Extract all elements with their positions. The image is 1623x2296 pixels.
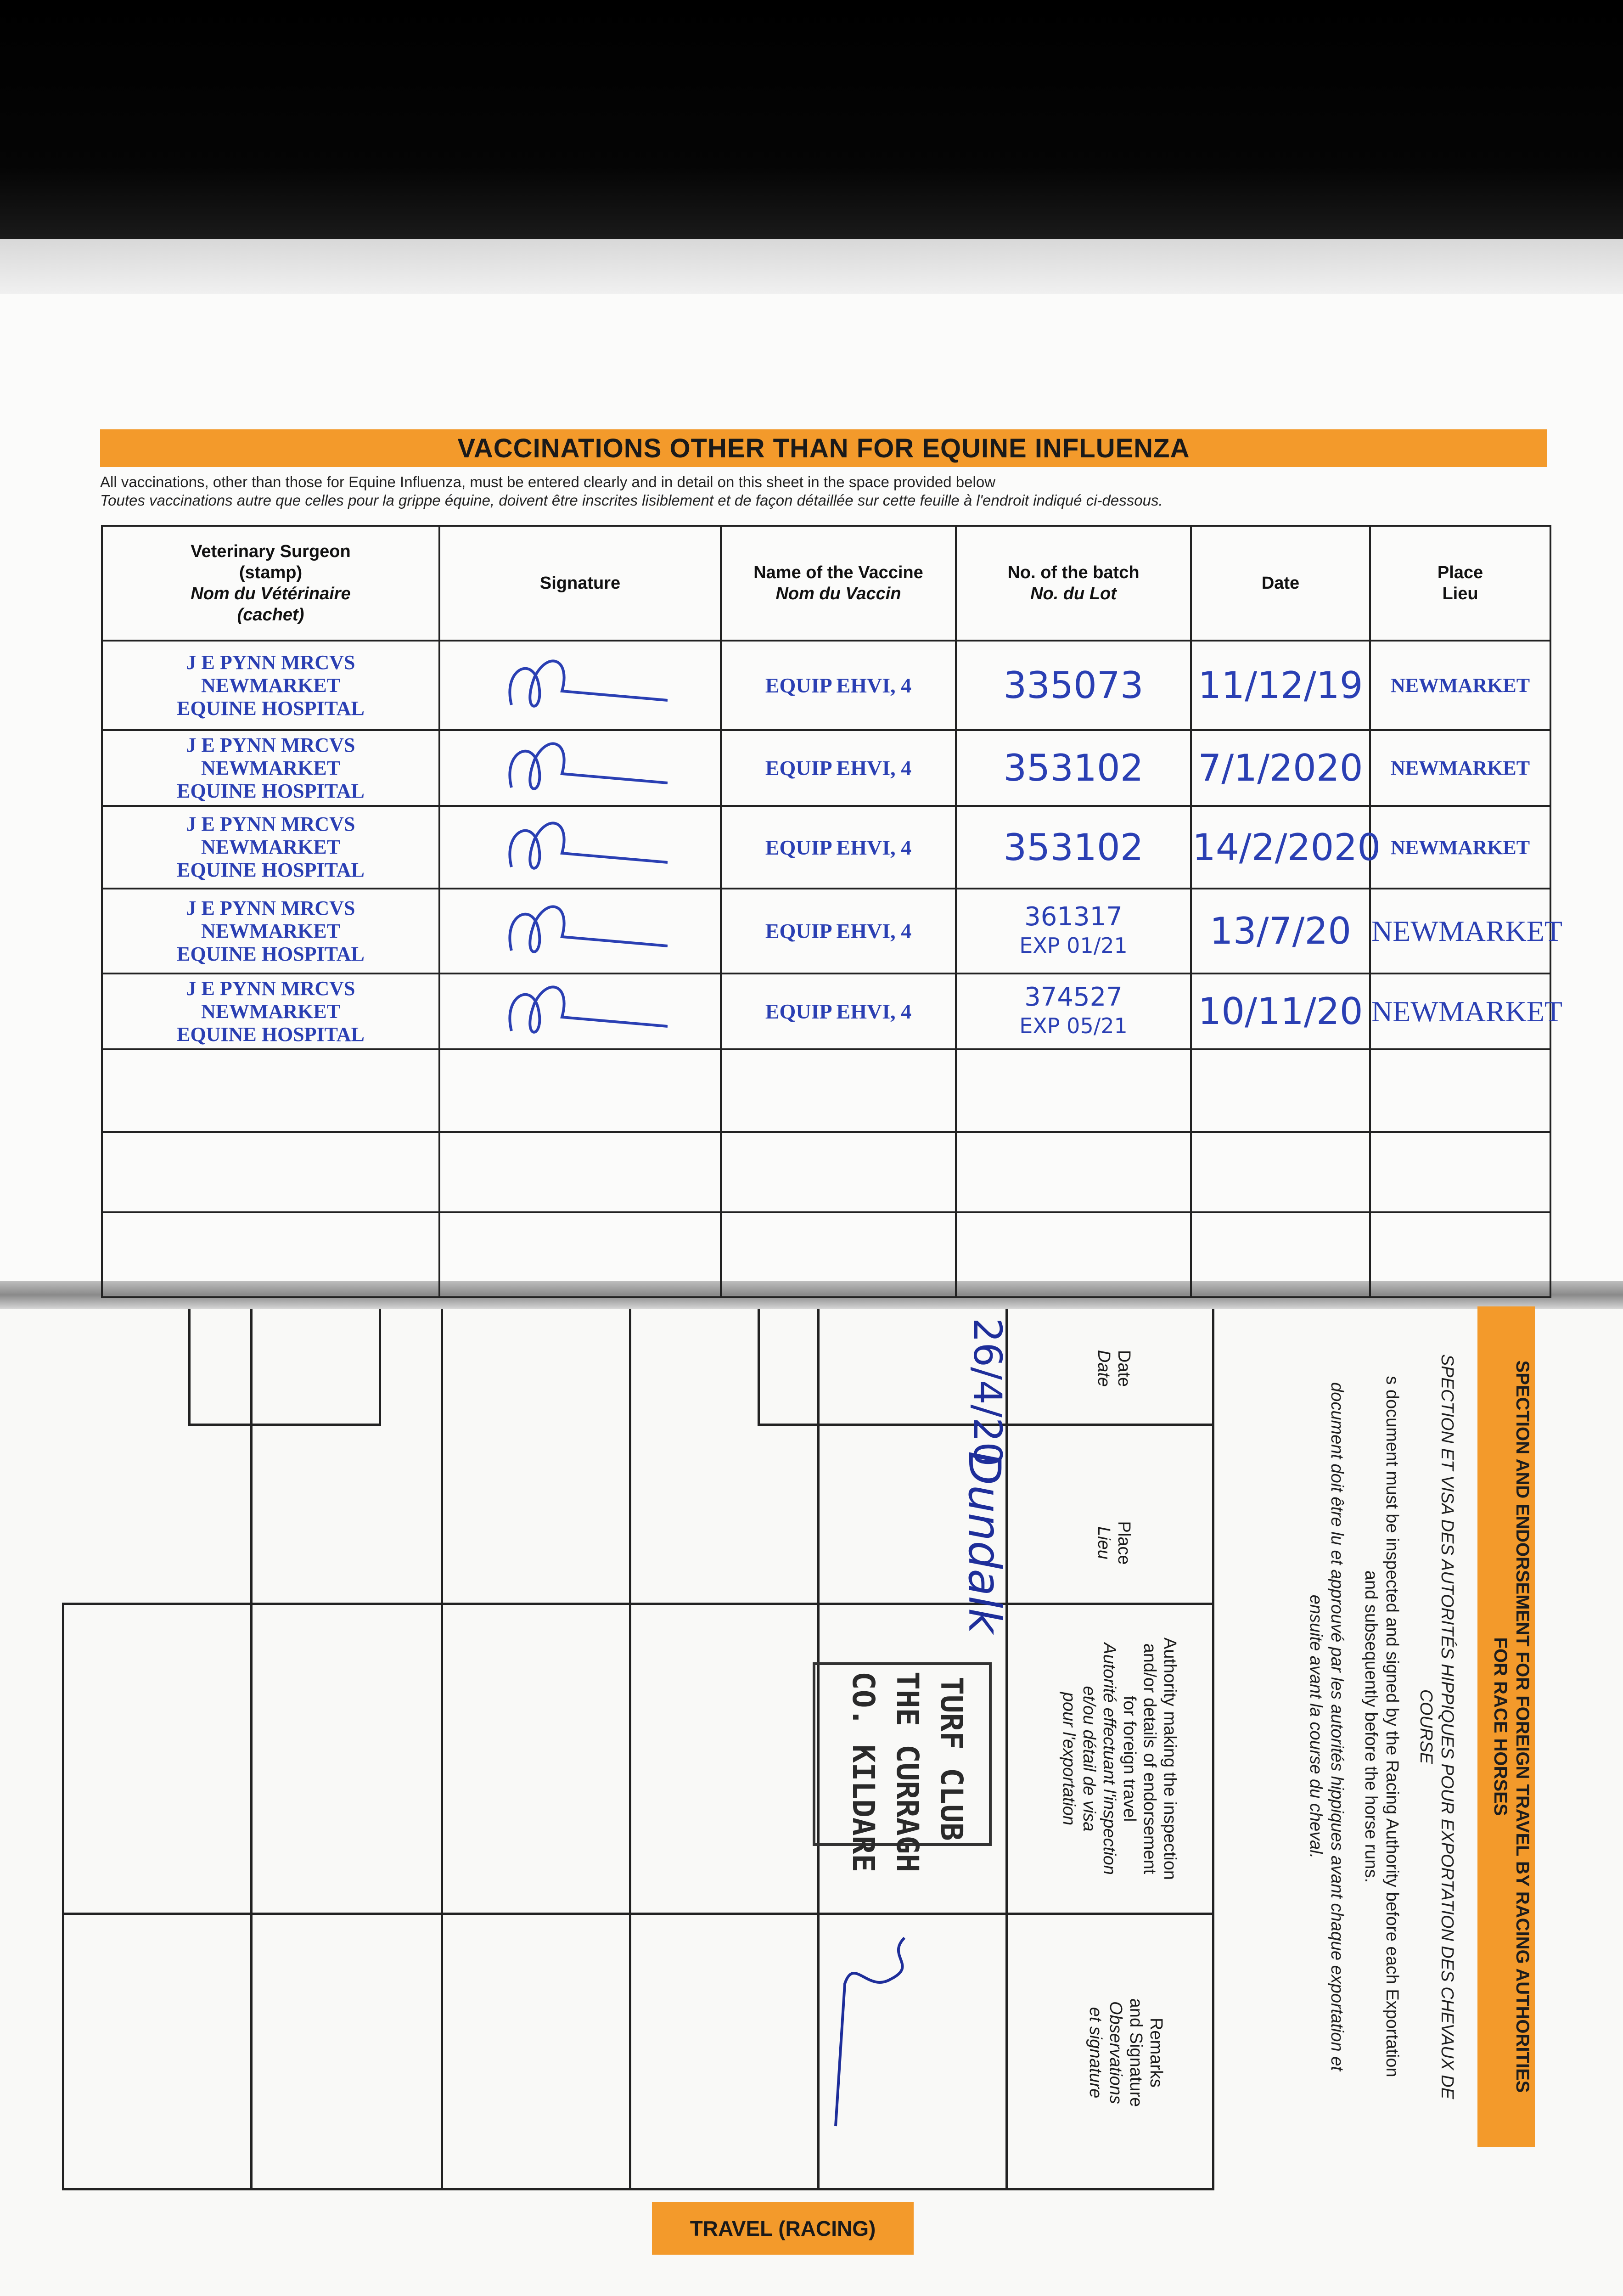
travel-header-place: Place Lieu	[1094, 1521, 1134, 1565]
grid-line	[379, 1309, 381, 1424]
header-place: Place Lieu	[1370, 526, 1550, 641]
vaccine-name: EQUIP EHVI, 4	[721, 641, 956, 730]
vet-signature	[439, 730, 721, 806]
header-vet: Veterinary Surgeon (stamp) Nom du Vétérinaire (cachet)	[102, 526, 439, 641]
vaccination-place: NEWMARKET	[1370, 806, 1550, 889]
grid-line	[188, 1424, 381, 1426]
vet-signature	[439, 889, 721, 974]
header-date: Date	[1191, 526, 1370, 641]
vet-stamp: J E PYNN MRCVS NEWMARKET EQUINE HOSPITAL	[102, 974, 439, 1049]
vaccine-name: EQUIP EHVI, 4	[721, 730, 956, 806]
grid-line	[62, 2188, 1214, 2190]
grid-line	[62, 1603, 64, 2190]
vaccination-date: 7/1/2020	[1191, 730, 1370, 806]
grid-line	[188, 1309, 191, 1424]
grid-line	[758, 1309, 760, 1424]
vaccination-place: NEWMARKET	[1370, 641, 1550, 730]
vet-stamp: J E PYNN MRCVS NEWMARKET EQUINE HOSPITAL	[102, 806, 439, 889]
table-row-empty	[102, 1049, 1550, 1132]
vaccinations-table	[101, 525, 1562, 1298]
travel-instructions: s document must be inspected and signed by the Racing Authority before each Exportation and subsequently before the horse runs.	[1361, 1376, 1402, 2077]
scanner-background	[0, 0, 1623, 239]
vet-stamp: J E PYNN MRCVS NEWMARKET EQUINE HOSPITAL	[102, 641, 439, 730]
vaccine-name: EQUIP EHVI, 4	[721, 889, 956, 974]
vaccination-date: 14/2/2020	[1191, 806, 1370, 889]
vaccine-name: EQUIP EHVI, 4	[721, 806, 956, 889]
travel-entry-date: 26/4/20	[965, 1318, 1010, 1467]
header-signature: Signature	[439, 526, 721, 641]
travel-header-authority: Authority making the inspection and/or details of endorsement for foreign travel Autorité effectuant l'inspection et/ou détail de visa pour l'exportation	[1059, 1637, 1179, 1880]
intro-english: All vaccinations, other than those for Equine Influenza, must be entered clearly and in detail on this sheet in the space provided below	[100, 473, 996, 490]
batch-number: 353102	[956, 806, 1191, 889]
vet-signature	[439, 974, 721, 1049]
vaccination-date: 10/11/20	[1191, 974, 1370, 1049]
vaccination-date: 13/7/20	[1191, 889, 1370, 974]
grid-line	[441, 1309, 443, 2190]
travel-header-date: Date Date	[1094, 1350, 1134, 1387]
table-row	[102, 730, 1550, 806]
travel-title-french: SPECTION ET VISA DES AUTORITÉS HIPPIQUES POUR EXPORTATION DES CHEVAUX DE COURSE	[1416, 1354, 1457, 2099]
table-row-empty	[102, 1212, 1550, 1297]
travel-header-remarks: Remarks and Signature Observations et signature	[1086, 1998, 1166, 2107]
table-row	[102, 641, 1550, 730]
travel-footer-tab: TRAVEL (RACING)	[652, 2202, 914, 2255]
grid-line	[250, 1309, 253, 2190]
grid-line	[629, 1309, 631, 2190]
vaccine-name: EQUIP EHVI, 4	[721, 974, 956, 1049]
table-header-row	[102, 526, 1550, 641]
travel-instructions-french: document doit être lu et approuvé par les autorités hippiques avant chaque exportation et ensuite avant la course du cheval.	[1306, 1382, 1347, 2071]
vaccination-date: 11/12/19	[1191, 641, 1370, 730]
batch-number: 374527 EXP 05/21	[956, 974, 1191, 1049]
batch-number: 361317 EXP 01/21	[956, 889, 1191, 974]
header-batch: No. of the batch No. du Lot	[956, 526, 1191, 641]
vaccinations-title: VACCINATIONS OTHER THAN FOR EQUINE INFLUENZA	[100, 429, 1547, 467]
vaccination-place: NEWMARKET	[1370, 730, 1550, 806]
vaccination-place: NEWMARKET	[1370, 974, 1550, 1049]
vet-signature	[439, 806, 721, 889]
vaccinations-intro	[100, 473, 1547, 510]
batch-number: 335073	[956, 641, 1191, 730]
intro-french: Toutes vaccinations autre que celles pour la grippe équine, doivent être inscrites lisiblement et de façon détaillée sur cette feuille à l'endroit indiqué ci-dessous.	[100, 492, 1163, 509]
vaccination-place: NEWMARKET	[1370, 889, 1550, 974]
book-edge	[0, 239, 1623, 294]
header-vaccine: Name of the Vaccine Nom du Vaccin	[721, 526, 956, 641]
table-row	[102, 806, 1550, 889]
table-row	[102, 889, 1550, 974]
vet-stamp: J E PYNN MRCVS NEWMARKET EQUINE HOSPITAL	[102, 730, 439, 806]
grid-line	[62, 1913, 1214, 1915]
travel-entry-place: Dundalk	[959, 1451, 1010, 1634]
grid-line	[1212, 1309, 1214, 2190]
table-row	[102, 974, 1550, 1049]
turf-club-stamp: TURF CLUB THE CURRAGH CO. KILDARE	[846, 1671, 969, 1873]
batch-number: 353102	[956, 730, 1191, 806]
table-row-empty	[102, 1132, 1550, 1212]
travel-title: SPECTION AND ENDORSEMENT FOR FOREIGN TRAVEL BY RACING AUTHORITIES FOR RACE HORSES	[1490, 1360, 1533, 2093]
vet-signature	[439, 641, 721, 730]
grid-line	[62, 1603, 1214, 1605]
remarks-signature	[817, 1929, 932, 2135]
vet-stamp: J E PYNN MRCVS NEWMARKET EQUINE HOSPITAL	[102, 889, 439, 974]
